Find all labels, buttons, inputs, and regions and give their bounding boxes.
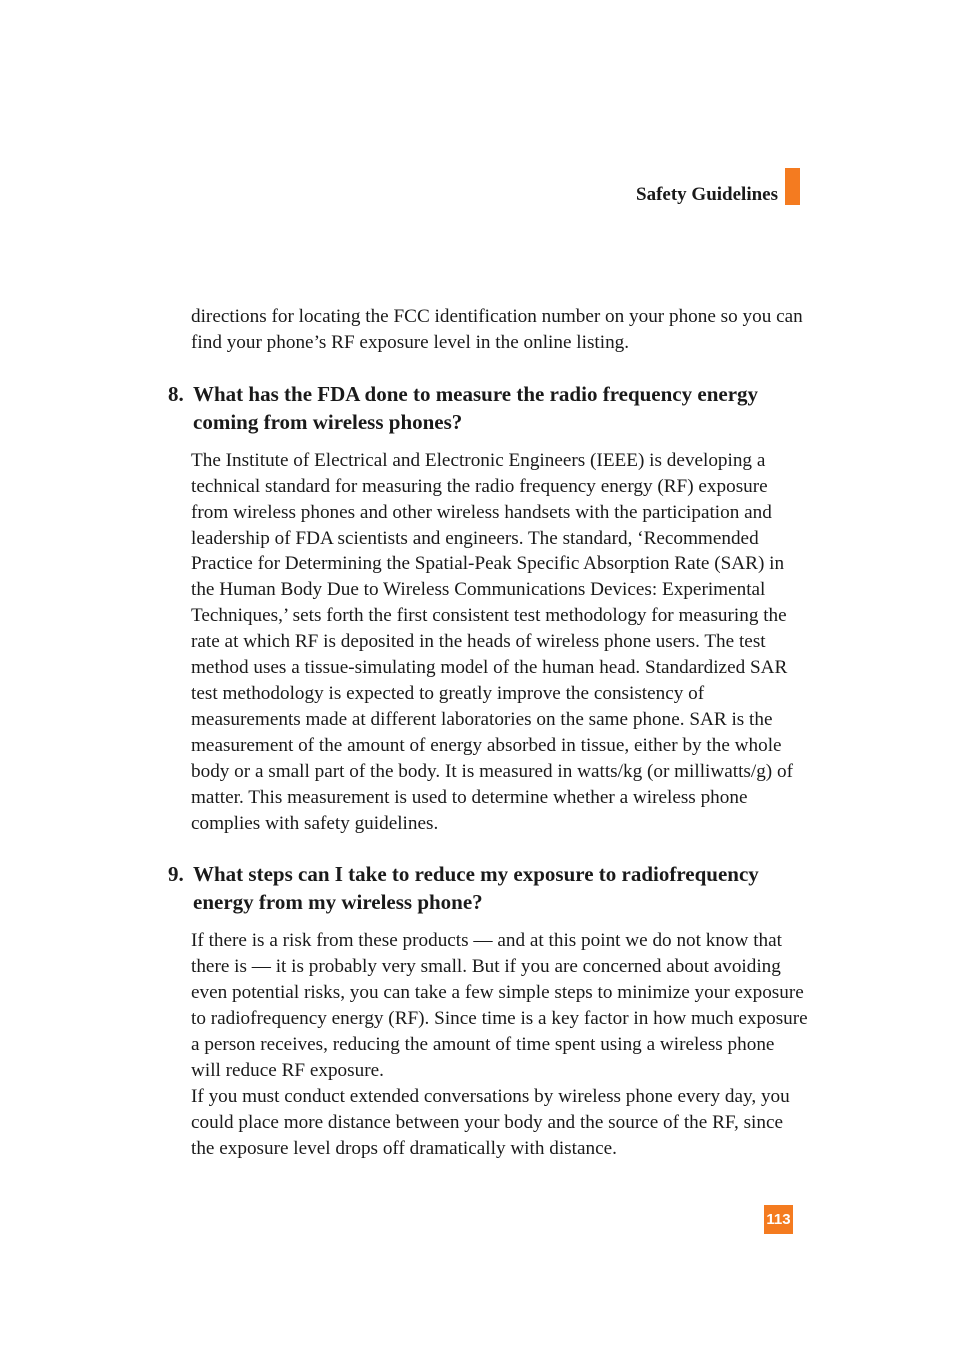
question-text: What has the FDA done to measure the radio frequency energy coming from wireless phones? [193, 381, 759, 434]
question-number: 8. [168, 381, 184, 406]
page-number-badge: 113 [764, 1205, 793, 1234]
question-9-heading [168, 860, 808, 916]
page-content [168, 304, 808, 1162]
answer-9-paragraph-2: If you must conduct extended conversations by wireless phone every day, you could place more distance between your body and the source of the RF, since the exposure level drops off dramatically with distance. [191, 1085, 790, 1159]
question-text: What steps can I take to reduce my exposure to radiofrequency energy from my wireless phone? [193, 862, 759, 915]
answer-8-paragraph: The Institute of Electrical and Electronic Engineers (IEEE) is developing a technical standard for measuring the radio frequency energy (RF) exposure from wireless phones and other wireless handsets with the participation and leadership of FDA scientists and engineers. The standard, ‘Recommended Practice for Determining the Spatial-Peak Specific Absorption Rate (SAR) in the Human Body Due to Wireless Communications Devices: Experimental Techniques,’ sets forth the first consistent test methodology for measuring the rate at which RF is deposited in the heads of wireless phone users. The test method uses a tissue-simulating model of the human head. Standardized SAR test methodology is expected to greatly improve the consistency of measurements made at different laboratories on the same phone. SAR is the measurement of the amount of energy absorbed in tissue, either by the whole body or a small part of the body. It is measured in watts/kg (or milliwatts/g) of matter. This measurement is used to determine whether a wireless phone complies with safety guidelines. [191, 449, 793, 834]
section-title: Safety Guidelines [636, 184, 778, 205]
question-number: 9. [168, 862, 184, 887]
question-8-heading [168, 380, 808, 436]
answer-9-paragraph-1: If there is a risk from these products — and at this point we do not know that there is — it is probably very small. But if you are concerned about avoiding even potential risks, you can take a few simple steps to minimize your exposure to radiofrequency energy (RF). Since time is a key factor in how much exposure a person receives, reducing the amount of time spent using a wireless phone will reduce RF exposure. [191, 930, 808, 1081]
section-tab-marker [785, 168, 800, 205]
intro-paragraph: directions for locating the FCC identification number on your phone so you can find your phone’s RF exposure level in the online listing. [191, 306, 803, 353]
